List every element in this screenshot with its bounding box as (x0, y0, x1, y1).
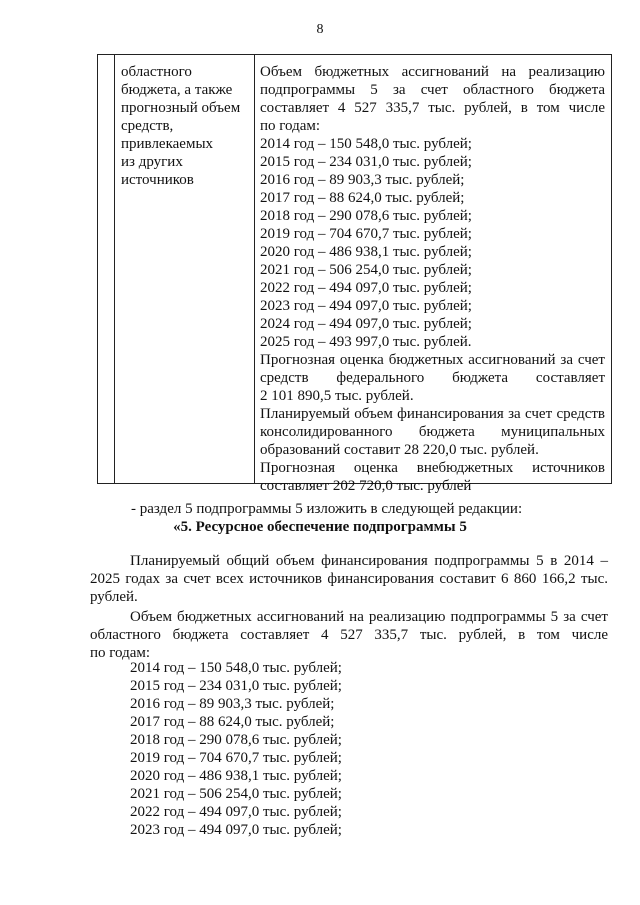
table-right-cell (260, 63, 605, 495)
paragraph-line: рублей. (90, 589, 138, 605)
year-line: 2017 год – 88 624,0 тыс. рублей; (130, 714, 335, 730)
funding-table (97, 54, 612, 494)
intro-line: по годам: (260, 118, 321, 134)
left-cell-line: средств, (121, 118, 174, 134)
year-line: 2019 год – 704 670,7 тыс. рублей; (260, 226, 472, 242)
year-line: 2016 год – 89 903,3 тыс. рублей; (130, 696, 335, 712)
instruction-text: - раздел 5 подпрограммы 5 изложить в следующей редакции: (131, 501, 523, 517)
left-cell-line: бюджета, а также (121, 82, 233, 98)
year-line: 2023 год – 494 097,0 тыс. рублей; (260, 298, 472, 314)
paragraph-regional-budget (90, 608, 608, 662)
municipal-line: Планируемый объем финансирования за счет средств (260, 406, 605, 422)
table-border-right (611, 55, 612, 483)
year-line: 2021 год – 506 254,0 тыс. рублей; (130, 786, 342, 802)
year-line: 2014 год – 150 548,0 тыс. рублей; (130, 660, 342, 676)
table-border-left (97, 55, 98, 483)
years-list (130, 659, 342, 839)
left-cell-line: источников (121, 172, 194, 188)
paragraph-line: 2025 годах за счет всех источников финансирования составит 6 860 166,2 тыс. (90, 571, 608, 587)
federal-line: 2 101 890,5 тыс. рублей. (260, 388, 414, 404)
year-line: 2016 год – 89 903,3 тыс. рублей; (260, 172, 465, 188)
year-line: 2025 год – 493 997,0 тыс. рублей. (260, 334, 472, 350)
left-cell-line: прогнозный объем (121, 100, 241, 116)
year-line: 2019 год – 704 670,7 тыс. рублей; (130, 750, 342, 766)
year-line: 2022 год – 494 097,0 тыс. рублей; (260, 280, 472, 296)
intro-line: составляет 4 527 335,7 тыс. рублей, в том числе (260, 100, 605, 116)
paragraph-total-funding (90, 552, 608, 606)
left-cell-line: областного (121, 64, 192, 80)
municipal-line: образований составит 28 220,0 тыс. рублей. (260, 442, 539, 458)
paragraph-line: Объем бюджетных ассигнований на реализацию подпрограммы 5 за счет (130, 609, 608, 625)
municipal-line: консолидированного бюджета муниципальных (260, 424, 605, 440)
intro-line: Объем бюджетных ассигнований на реализацию (260, 64, 605, 80)
extra-sources-line: составляет 202 720,0 тыс. рублей (260, 478, 472, 494)
federal-line: средств федерального бюджета составляет (260, 370, 605, 386)
paragraph-line: Планируемый общий объем финансирования подпрограммы 5 в 2014 – (130, 553, 608, 569)
year-line: 2022 год – 494 097,0 тыс. рублей; (130, 804, 342, 820)
paragraph-line: областного бюджета составляет 4 527 335,7 тыс. рублей, в том числе (90, 627, 608, 643)
extra-sources-line: Прогнозная оценка внебюджетных источников (260, 460, 605, 476)
year-line: 2015 год – 234 031,0 тыс. рублей; (130, 678, 342, 694)
year-line: 2017 год – 88 624,0 тыс. рублей; (260, 190, 465, 206)
table-border-inner-1 (114, 55, 115, 483)
paragraph-line: по годам: (90, 645, 151, 661)
left-cell-line: привлекаемых (121, 136, 214, 152)
table-left-cell (121, 63, 253, 189)
year-line: 2023 год – 494 097,0 тыс. рублей; (130, 822, 342, 838)
page-number: 8 (316, 22, 324, 37)
section-heading: «5. Ресурсное обеспечение подпрограммы 5 (173, 519, 467, 535)
table-border-inner-2 (254, 55, 255, 483)
year-line: 2020 год – 486 938,1 тыс. рублей; (260, 244, 472, 260)
year-line: 2015 год – 234 031,0 тыс. рублей; (260, 154, 472, 170)
year-line: 2014 год – 150 548,0 тыс. рублей; (260, 136, 472, 152)
year-line: 2021 год – 506 254,0 тыс. рублей; (260, 262, 472, 278)
federal-line: Прогнозная оценка бюджетных ассигнований за счет (260, 352, 605, 368)
left-cell-line: из других (121, 154, 183, 170)
year-line: 2020 год – 486 938,1 тыс. рублей; (130, 768, 342, 784)
year-line: 2018 год – 290 078,6 тыс. рублей; (260, 208, 472, 224)
intro-line: подпрограммы 5 за счет областного бюджета (260, 82, 605, 98)
year-line: 2018 год – 290 078,6 тыс. рублей; (130, 732, 342, 748)
year-line: 2024 год – 494 097,0 тыс. рублей; (260, 316, 472, 332)
